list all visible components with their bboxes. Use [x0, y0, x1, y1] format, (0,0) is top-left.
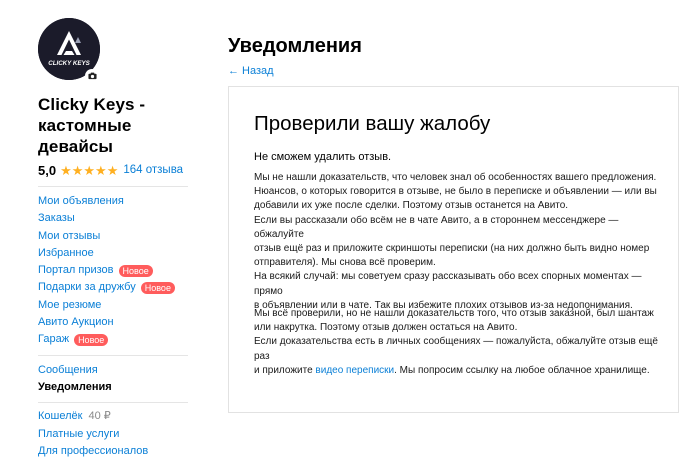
notification-paragraph [254, 171, 664, 313]
nav-item-label: Мои отзывы [38, 229, 101, 242]
text-line: Мы всё проверили, но не нашли доказательств того, что отзыв заказной, был шантаж [254, 308, 654, 319]
nav-item-label: Кошелёк [38, 410, 83, 423]
nav-item-my-reviews[interactable] [38, 228, 188, 245]
nav-item-label: Мои объявления [38, 195, 124, 207]
nav-item-label: Подарки за дружбу [38, 281, 136, 294]
new-badge: Новое [74, 334, 108, 346]
star-icon: ★ [95, 162, 107, 178]
nav-item-label: Платные услуги [38, 427, 120, 440]
avatar[interactable] [38, 18, 100, 80]
nav-secondary [38, 362, 188, 397]
video-chat-link[interactable]: видео переписки [315, 364, 395, 376]
nav-item-label: Для профессионалов [38, 444, 149, 457]
nav-item-wallet[interactable] [38, 408, 188, 425]
star-icon: ★ [60, 162, 72, 178]
text-line: На всякий случай: мы советуем сразу рассказывать обо всех спорных моментах — прямо [254, 271, 642, 297]
notification-card [228, 86, 679, 413]
text-line: отзыв ещё раз и приложите скриншоты переписки (на них должно быть видно номер [254, 243, 650, 255]
nav-item-label: Мое резюме [38, 298, 102, 311]
wallet-amount: 40 ₽ [88, 410, 111, 423]
nav-item-label: Авито Аукцион [38, 316, 114, 329]
text-line: Нюансов, о которых говорится в отзыве, не было в переписке и объявлении — или вы [254, 186, 657, 198]
nav-item-label: Сообщения [38, 363, 98, 376]
shop-name: Clicky Keys - кастомные девайсы [38, 95, 146, 156]
text-line: добавили их уже после сделки. Поэтому отзыв останется на Авито. [254, 200, 569, 212]
reviews-link[interactable]: 164 отзыва [123, 164, 184, 176]
text-fragment: . Мы попросим ссылку на любое облачное хранилище. [394, 364, 650, 376]
nav-item-prize-portal[interactable] [38, 262, 188, 279]
star-icon: ★ [83, 162, 96, 178]
page-title: Уведомления [228, 35, 362, 57]
text-line: Если вы рассказали обо всём не в чате Авито, а в стороннем мессенджере — обжалуйте [254, 214, 619, 240]
star-icon: ★ [106, 162, 119, 178]
nav-item-label: Гараж [38, 333, 70, 346]
nav-item-label: Уведомления [38, 380, 112, 393]
avatar-text: CLICKY KEYS [48, 60, 90, 67]
new-badge: Новое [119, 265, 153, 277]
nav-item-auction[interactable] [38, 314, 188, 331]
text-line: в объявлении или в чате. Так вы избежите плохих отзывов из-за недопонимания. [254, 299, 633, 311]
notification-title: Проверили вашу жалобу [254, 112, 491, 135]
nav-item-label: Избранное [38, 246, 94, 259]
nav-item-resume[interactable] [38, 297, 188, 314]
nav-item-garage[interactable] [38, 331, 188, 348]
text-line: или накрутка. Поэтому отзыв должен остаться на Авито. [254, 322, 518, 334]
nav-item-favorites[interactable] [38, 245, 188, 262]
star-icon: ★ [71, 162, 84, 178]
text-fragment: и приложите [254, 364, 313, 376]
profile-sidebar [38, 18, 188, 460]
nav-item-for-pros[interactable] [38, 443, 188, 460]
new-badge: Новое [141, 282, 175, 294]
nav-tertiary [38, 408, 188, 460]
camera-icon[interactable] [85, 69, 99, 83]
rating-value: 5,0 [38, 162, 57, 178]
text-line: отправителя). Мы снова всё проверим. [254, 257, 436, 269]
nav-item-notifications[interactable] [38, 379, 188, 396]
divider [38, 355, 188, 356]
notification-paragraph [254, 307, 664, 378]
text-line [254, 364, 664, 378]
text-line: Мы не нашли доказательств, что человек знал об особенностях вашего предложения. [254, 172, 657, 183]
divider [38, 402, 188, 403]
nav-primary [38, 193, 188, 349]
rating-row [38, 161, 188, 179]
nav-item-orders[interactable] [38, 210, 188, 227]
nav-item-friend-gifts[interactable] [38, 279, 188, 296]
rating-stars [60, 164, 118, 177]
nav-item-label: Заказы [38, 212, 75, 225]
text-line: Если доказательства есть в личных сообщениях — пожалуйста, обжалуйте отзыв ещё раз [254, 336, 658, 362]
divider [38, 186, 188, 187]
notification-subtitle: Не сможем удалить отзыв. [254, 151, 392, 163]
nav-item-label: Портал призов [38, 264, 114, 277]
nav-item-my-ads[interactable] [38, 193, 188, 210]
nav-item-messages[interactable] [38, 362, 188, 379]
back-link[interactable]: ← Назад [228, 65, 274, 77]
nav-item-paid-services[interactable] [38, 426, 188, 443]
